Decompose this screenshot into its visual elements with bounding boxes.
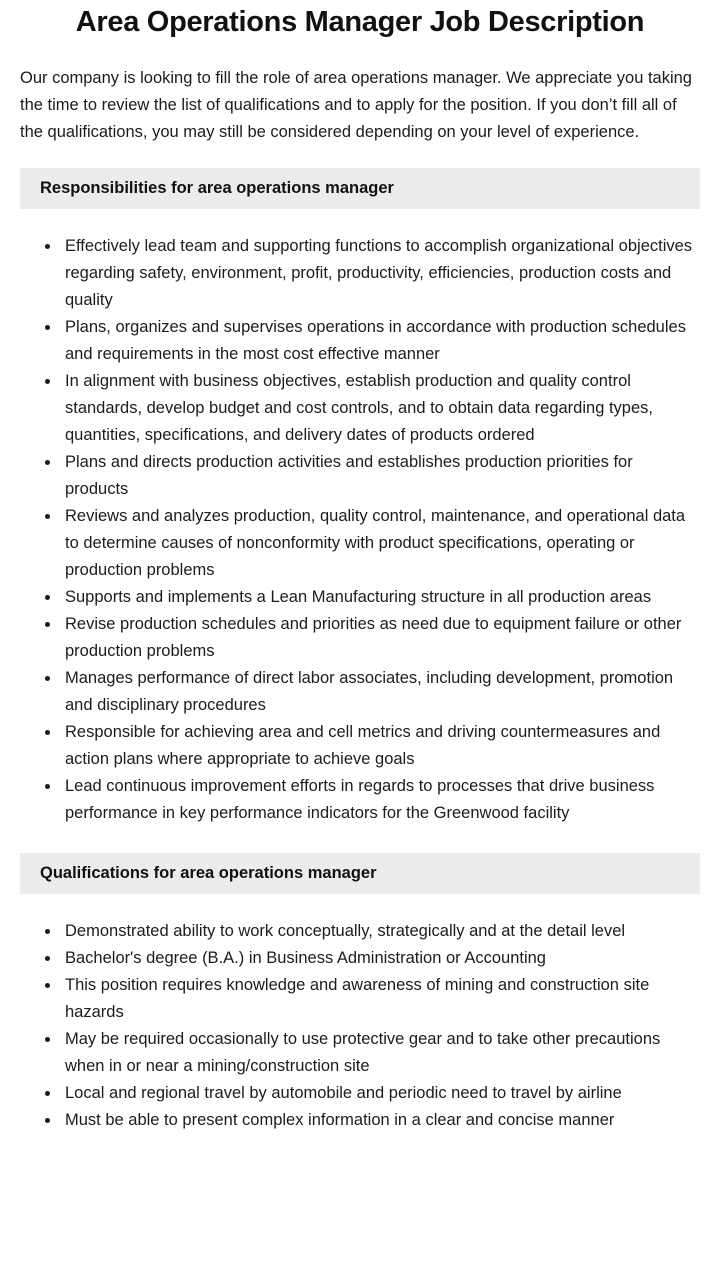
list-item: • Must be able to present complex information in a clear and concise manner [61, 1107, 700, 1134]
responsibilities-section [20, 168, 700, 827]
list-item: • Lead continuous improvement efforts in regards to processes that drive business performance in key performance indicators for the Greenwood facility [61, 773, 700, 827]
list-item: • Local and regional travel by automobile and periodic need to travel by airline [61, 1080, 700, 1107]
list-item: • May be required occasionally to use protective gear and to take other precautions when in or near a mining/construction site [61, 1026, 700, 1080]
intro-paragraph: Our company is looking to fill the role of area operations manager. We appreciate you taking the time to review the list of qualifications and to apply for the position. If you don’t fill all of the qualifications, you may still be considered depending on your level of experience. [20, 69, 692, 141]
list-item: • Demonstrated ability to work conceptually, strategically and at the detail level [61, 918, 700, 945]
list-item: • Plans, organizes and supervises operations in accordance with production schedules and requirements in the most cost effective manner [61, 314, 700, 368]
qualifications-section [20, 853, 700, 1134]
list-item: • Reviews and analyzes production, quality control, maintenance, and operational data to determine causes of nonconformity with product specifications, operating or production problems [61, 503, 700, 584]
list-item: • Bachelor's degree (B.A.) in Business Administration or Accounting [61, 945, 700, 972]
list-item: • In alignment with business objectives, establish production and quality control standards, develop budget and cost controls, and to obtain data regarding types, quantities, specifications, and delivery dates of products ordered [61, 368, 700, 449]
responsibilities-heading: Responsibilities for area operations manager [20, 168, 700, 209]
list-item: • Responsible for achieving area and cell metrics and driving countermeasures and action plans where appropriate to achieve goals [61, 719, 700, 773]
list-item: • This position requires knowledge and awareness of mining and construction site hazards [61, 972, 700, 1026]
list-item: • Plans and directs production activities and establishes production priorities for products [61, 449, 700, 503]
list-item: • Revise production schedules and priorities as need due to equipment failure or other production problems [61, 611, 700, 665]
qualifications-heading: Qualifications for area operations manager [20, 853, 700, 894]
list-item: • Manages performance of direct labor associates, including development, promotion and disciplinary procedures [61, 665, 700, 719]
list-item: • Effectively lead team and supporting functions to accomplish organizational objectives regarding safety, environment, profit, productivity, efficiencies, production costs and quality [61, 233, 700, 314]
page-title: Area Operations Manager Job Description [75, 6, 645, 38]
responsibilities-list [20, 233, 700, 827]
qualifications-list [20, 918, 700, 1134]
list-item: • Supports and implements a Lean Manufacturing structure in all production areas [61, 584, 700, 611]
